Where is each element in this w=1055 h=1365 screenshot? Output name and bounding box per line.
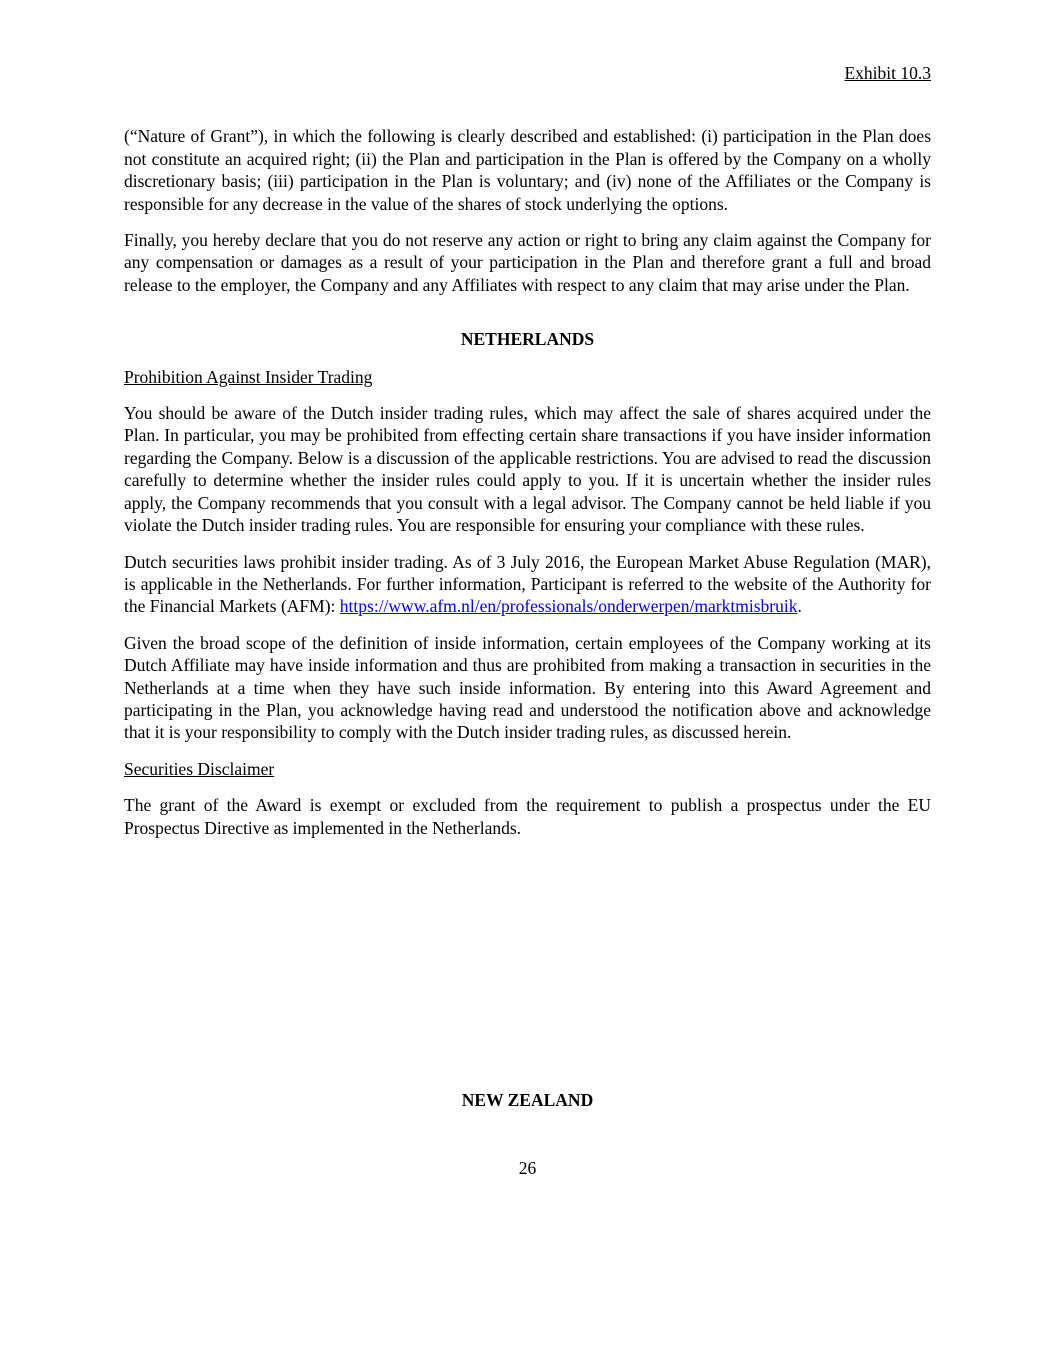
paragraph-release-of-claims: Finally, you hereby declare that you do not reserve any action or right to bring any claim against the Company for any compensation or damages as a result of your participation in the Plan and therefore grant a full and broad release to the employer, the Company and any Affiliates with respect to any claim that may arise under the Plan. xyxy=(124,230,931,295)
paragraph-mar-text-after-link: . xyxy=(797,596,802,617)
exhibit-label xyxy=(124,62,931,84)
paragraph-inside-information: Given the broad scope of the definition of inside information, certain employees of the Company working at its Dutch Affiliate may have inside information and thus are prohibited from making a transaction in securities in the Netherlands at a time when they have such inside information. By entering into this Award Agreement and participating in the Plan, you acknowledge having read and understood the notification above and acknowledge that it is your responsibility to comply with the Dutch insider trading rules, as discussed herein. xyxy=(124,632,931,743)
heading-securities-disclaimer: Securities Disclaimer xyxy=(124,758,275,779)
heading-netherlands: NETHERLANDS xyxy=(460,329,595,350)
paragraph-prospectus-exemption: The grant of the Award is exempt or excluded from the requirement to publish a prospectus under the EU Prospectus Directive as implemented in the Netherlands. xyxy=(124,795,931,838)
paragraph-insider-rules: You should be aware of the Dutch insider trading rules, which may affect the sale of shares acquired under the Plan. In particular, you may be prohibited from effecting certain share transactions if you have insider information regarding the Company. Below is a discussion of the applicable restrictions. You are advised to read the discussion carefully to determine whether the insider rules could apply to you. If it is uncertain whether the insider rules apply, the Company recommends that you consult with a legal advisor. The Company cannot be held liable if you violate the Dutch insider trading rules. You are responsible for ensuring your compliance with these rules. xyxy=(124,403,931,536)
heading-prohibition-insider-trading: Prohibition Against Insider Trading xyxy=(124,366,373,387)
paragraph-nature-of-grant: (“Nature of Grant”), in which the following is clearly described and established: (i) participation in the Plan does not constitute an acquired right; (ii) the Plan and participation in the Plan is offered by the Company on a wholly discretionary basis; (iii) participation in the Plan is voluntary; and (iv) none of the Affiliates or the Company is responsible for any decrease in the value of the shares of stock underlying the options. xyxy=(124,126,931,214)
exhibit-label-text: Exhibit 10.3 xyxy=(844,63,931,83)
afm-website-link[interactable]: https://www.afm.nl/en/professionals/onderwerpen/marktmisbruik xyxy=(339,596,798,617)
paragraph-market-abuse-regulation xyxy=(124,551,931,618)
paragraph-mar-text-before-link: Dutch securities laws prohibit insider trading. As of 3 July 2016, the European Market Abuse Regulation (MAR), is applicable in the Netherlands. For further information, Participant is referred to the website of the Authority for the Financial Markets (AFM): xyxy=(124,551,931,617)
page-number: 26 xyxy=(518,1158,537,1179)
heading-new-zealand: NEW ZEALAND xyxy=(461,1089,594,1110)
